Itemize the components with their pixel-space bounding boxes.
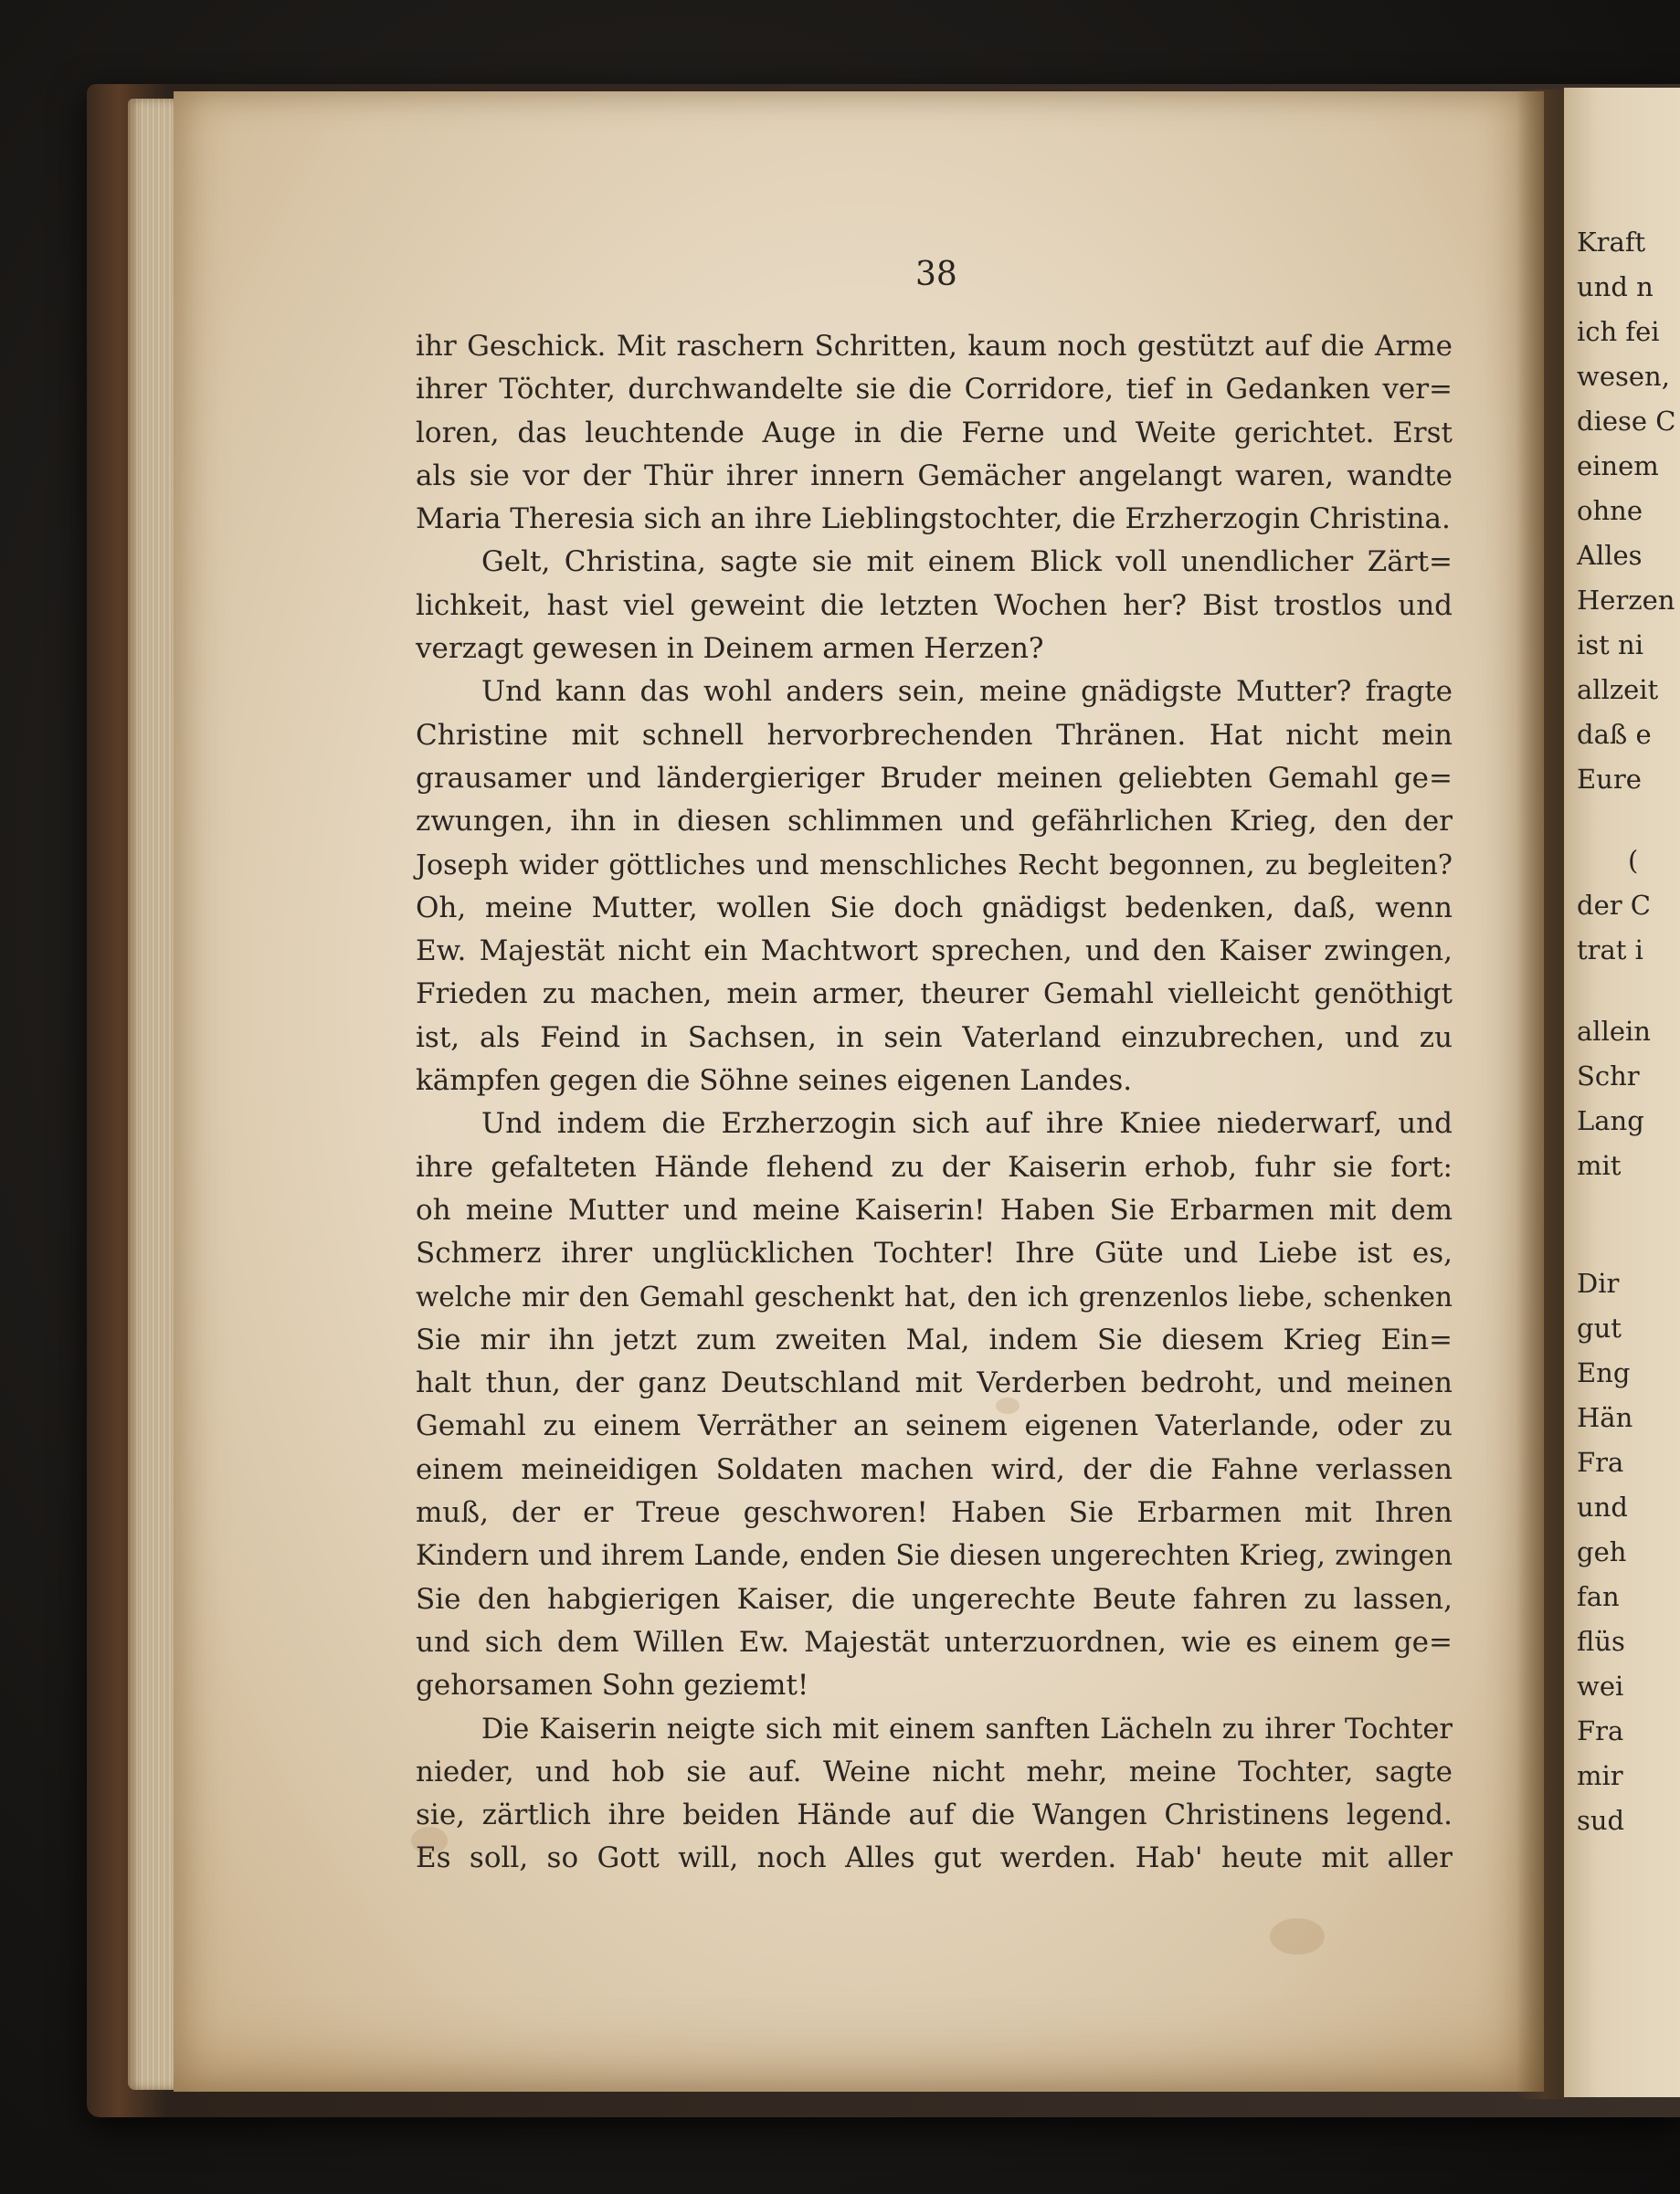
text-line: ist, als Feind in Sachsen, in sein Vaterland einzubrechen, und zu <box>416 1020 1453 1054</box>
facing-page <box>1564 88 1680 2097</box>
text-line: Maria Theresia sich an ihre Lieblingstochter, die Erzherzogin Christina. <box>416 502 1451 536</box>
facing-page-fragment: wesen, <box>1577 361 1670 392</box>
text-line: grausamer und ländergieriger Bruder meinen geliebten Gemahl ge= <box>416 761 1453 795</box>
text-line: Sie mir ihn jetzt zum zweiten Mal, indem Sie diesem Krieg Ein= <box>416 1323 1453 1356</box>
facing-page-fragment: sud <box>1577 1805 1625 1836</box>
text-line: Oh, meine Mutter, wollen Sie doch gnädigst bedenken, daß, wenn <box>416 891 1453 924</box>
text-line: Joseph wider göttliches und menschliches Recht begonnen, zu begleiten? <box>416 849 1453 881</box>
facing-page-fragment: wei <box>1577 1671 1624 1702</box>
text-line: halt thun, der ganz Deutschland mit Verderben bedroht, und meinen <box>416 1366 1453 1400</box>
facing-page-fragment: ( <box>1628 845 1639 876</box>
text-line: lichkeit, hast viel geweint die letzten Wochen her? Bist trostlos und <box>416 588 1453 622</box>
facing-page-fragment: Alles <box>1577 540 1643 571</box>
text-line: Die Kaiserin neigte sich mit einem sanften Lächeln zu ihrer Tochter <box>481 1713 1453 1746</box>
facing-page-fragment: Herzen <box>1577 585 1675 616</box>
text-line: verzagt gewesen in Deinem armen Herzen? <box>416 632 1044 666</box>
text-line: Ew. Majestät nicht ein Machtwort sprechen, und den Kaiser zwingen, <box>416 934 1453 968</box>
page-number: 38 <box>915 256 957 293</box>
text-line: Es soll, so Gott will, noch Alles gut werden. Hab' heute mit aller <box>416 1841 1453 1875</box>
facing-page-fragment: Fra <box>1577 1447 1624 1478</box>
facing-page-fragment: trat i <box>1577 934 1643 965</box>
text-line: zwungen, ihn in diesen schlimmen und gefährlichen Krieg, den der <box>416 805 1453 839</box>
facing-page-fragment: allein <box>1577 1016 1651 1047</box>
facing-page-fragment: Hän <box>1577 1402 1633 1433</box>
book-gutter <box>1516 90 1571 2099</box>
facing-page-fragment: Dir <box>1577 1268 1620 1299</box>
facing-page-fragment: daß e <box>1577 719 1652 750</box>
facing-page-fragment: Fra <box>1577 1715 1624 1746</box>
text-line: kämpfen gegen die Söhne seines eigenen Landes. <box>416 1064 1133 1098</box>
text-line: welche mir den Gemahl geschenkt hat, den ich grenzenlos liebe, schenken <box>416 1281 1453 1313</box>
text-line: gehorsamen Sohn geziemt! <box>416 1669 809 1703</box>
text-line: ihre gefalteten Hände flehend zu der Kaiserin erhob, fuhr sie fort: <box>416 1150 1453 1184</box>
facing-page-fragment: flüs <box>1577 1626 1625 1657</box>
facing-page-fragment: Eure <box>1577 764 1642 795</box>
facing-page-fragment: der C <box>1577 890 1651 921</box>
facing-page-fragment: und <box>1577 1492 1628 1523</box>
foxing-spot <box>1270 1918 1325 1955</box>
facing-page-fragment: und n <box>1577 271 1654 302</box>
text-line: Schmerz ihrer unglücklichen Tochter! Ihre Güte und Liebe ist es, <box>416 1237 1453 1271</box>
text-line: als sie vor der Thür ihrer innern Gemächer angelangt waren, wandte <box>416 459 1453 492</box>
facing-page-fragment: geh <box>1577 1536 1627 1567</box>
facing-page-fragment: einem <box>1577 450 1659 481</box>
text-line: ihr Geschick. Mit raschern Schritten, kaum noch gestützt auf die Arme <box>416 330 1453 363</box>
text-line: nieder, und hob sie auf. Weine nicht mehr, meine Tochter, sagte <box>416 1755 1453 1788</box>
page-text <box>416 325 1453 1881</box>
text-line: einem meineidigen Soldaten machen wird, der die Fahne verlassen <box>416 1452 1453 1486</box>
text-line: Sie den habgierigen Kaiser, die ungerechte Beute fahren zu lassen, <box>416 1582 1453 1616</box>
facing-page-fragment: Lang <box>1577 1105 1644 1136</box>
facing-page-fragment: Kraft <box>1577 227 1646 258</box>
text-line: Kindern und ihrem Lande, enden Sie diesen ungerechten Krieg, zwingen <box>416 1540 1453 1573</box>
facing-page-fragment: fan <box>1577 1581 1620 1612</box>
text-line: und sich dem Willen Ew. Majestät unterzuordnen, wie es einem ge= <box>416 1625 1453 1659</box>
text-line: sie, zärtlich ihre beiden Hände auf die Wangen Christinens legend. <box>416 1798 1453 1832</box>
text-line: ihrer Töchter, durchwandelte sie die Corridore, tief in Gedanken ver= <box>416 373 1453 406</box>
facing-page-fragment: Eng <box>1577 1357 1631 1388</box>
text-line: Gemahl zu einem Verräther an seinem eigenen Vaterlande, oder zu <box>416 1409 1453 1443</box>
text-line: Frieden zu machen, mein armer, theurer Gemahl vielleicht genöthigt <box>416 977 1453 1011</box>
facing-page-fragment: diese C <box>1577 406 1676 437</box>
text-line: Christine mit schnell hervorbrechenden Thränen. Hat nicht mein <box>416 718 1453 752</box>
facing-page-fragment: Schr <box>1577 1060 1640 1092</box>
text-line: Und indem die Erzherzogin sich auf ihre Kniee niederwarf, und <box>481 1107 1453 1141</box>
text-line: loren, das leuchtende Auge in die Ferne und Weite gerichtet. Erst <box>416 416 1453 449</box>
facing-page-fragment: ist ni <box>1577 629 1643 660</box>
facing-page-fragment: mit <box>1577 1150 1622 1181</box>
facing-page-fragment: mir <box>1577 1760 1623 1791</box>
facing-page-fragment: allzeit <box>1577 674 1659 705</box>
facing-page-fragment: gut <box>1577 1313 1622 1344</box>
facing-page-fragment: ich fei <box>1577 316 1660 347</box>
text-line: muß, der er Treue geschworen! Haben Sie Erbarmen mit Ihren <box>416 1496 1453 1530</box>
text-line: oh meine Mutter und meine Kaiserin! Haben Sie Erbarmen mit dem <box>416 1193 1453 1227</box>
text-line: Und kann das wohl anders sein, meine gnädigste Mutter? fragte <box>481 675 1453 709</box>
facing-page-fragment: ohne <box>1577 495 1643 526</box>
text-line: Gelt, Christina, sagte sie mit einem Blick voll unendlicher Zärt= <box>481 545 1453 579</box>
